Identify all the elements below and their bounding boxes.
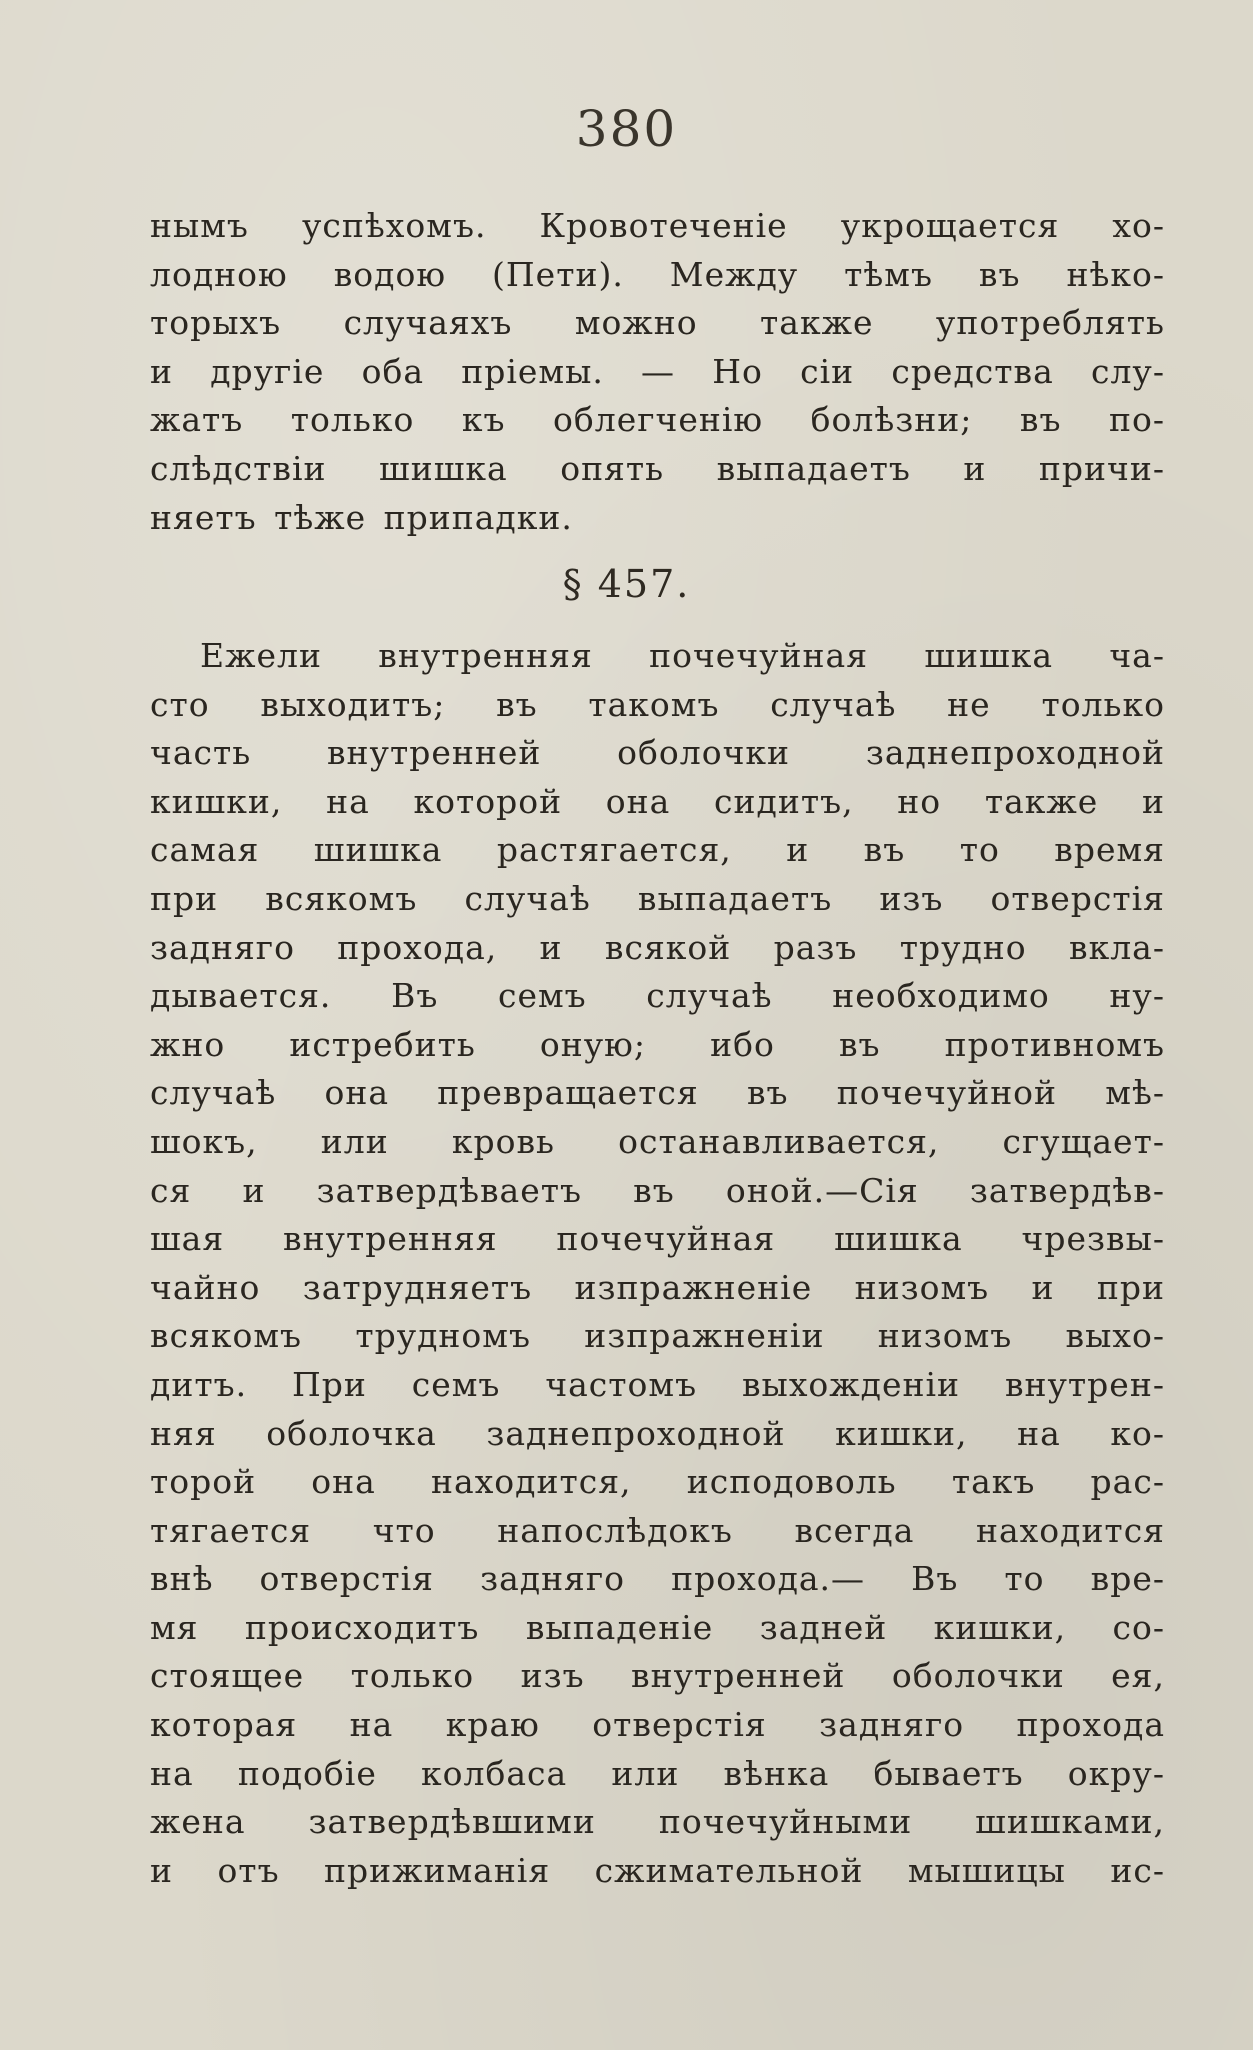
text-line: няетъ тѣже припадки. [150, 497, 573, 537]
text-line: жатъ только къ облегченію болѣзни; въ по- [150, 400, 1165, 440]
text-line: сто выходитъ; въ такомъ случаѣ не только [150, 684, 1165, 724]
text-line: и отъ прижиманія сжимательной мышицы ис- [150, 1850, 1165, 1890]
section-heading: § 457. [562, 562, 691, 606]
text-line: внѣ отверстія задняго прохода.— Въ то вре- [150, 1559, 1165, 1599]
text-line: тягается что напослѣдокъ всегда находится [150, 1510, 1165, 1550]
text-line: шая внутренняя почечуйная шишка чрезвы- [150, 1219, 1165, 1259]
text-line: и другіе оба пріемы. — Но сіи средства слу- [150, 351, 1165, 391]
paragraph-457 [150, 632, 1165, 1895]
text-line: слѣдствіи шишка опять выпадаетъ и причи- [150, 448, 1165, 488]
text-line: случаѣ она превращается въ почечуйной мѣ- [150, 1073, 1165, 1113]
text-line: торой она находится, исподоволь такъ рас- [150, 1462, 1165, 1502]
text-line: на подобіе колбаса или вѣнка бываетъ окру- [150, 1753, 1165, 1793]
paragraph-continued [150, 202, 1165, 542]
text-line: задняго прохода, и всякой разъ трудно вкла- [150, 927, 1165, 967]
text-line: шокъ, или кровь останавливается, сгущает- [150, 1121, 1165, 1161]
text-line: торыхъ случаяхъ можно также употреблять [150, 303, 1165, 343]
text-line: которая на краю отверстія задняго прохода [150, 1705, 1165, 1745]
text-line: жена затвердѣвшими почечуйными шишками, [150, 1802, 1165, 1842]
text-line: всякомъ трудномъ изпражненіи низомъ выхо- [150, 1316, 1165, 1356]
text-line: нымъ успѣхомъ. Кровотеченіе укрощается хо- [150, 206, 1165, 245]
text-line: няя оболочка заднепроходной кишки, на ко- [150, 1413, 1165, 1453]
text-line: дитъ. При семъ частомъ выхожденіи внутрен- [150, 1364, 1165, 1404]
text-line: стоящее только изъ внутренней оболочки ея, [150, 1656, 1165, 1696]
text-line: дывается. Въ семъ случаѣ необходимо ну- [150, 976, 1165, 1016]
text-line: мя происходитъ выпаденіе задней кишки, со- [150, 1607, 1165, 1647]
text-line: жно истребить оную; ибо въ противномъ [150, 1024, 1165, 1064]
text-line: лодною водою (Пети). Между тѣмъ въ нѣко- [150, 254, 1165, 294]
page-number: 380 [575, 100, 678, 158]
text-line: кишки, на которой она сидитъ, но также и [150, 781, 1165, 821]
text-line: ся и затвердѣваетъ въ оной.—Сія затвердѣв- [150, 1170, 1165, 1210]
text-line: Ежели внутренняя почечуйная шишка ча- [200, 636, 1165, 675]
text-line: часть внутренней оболочки заднепроходной [150, 733, 1165, 773]
text-line: самая шишка растягается, и въ то время [150, 830, 1165, 870]
text-line: при всякомъ случаѣ выпадаетъ изъ отверстія [150, 878, 1165, 918]
text-line: чайно затрудняетъ изпражненіе низомъ и при [150, 1267, 1165, 1307]
